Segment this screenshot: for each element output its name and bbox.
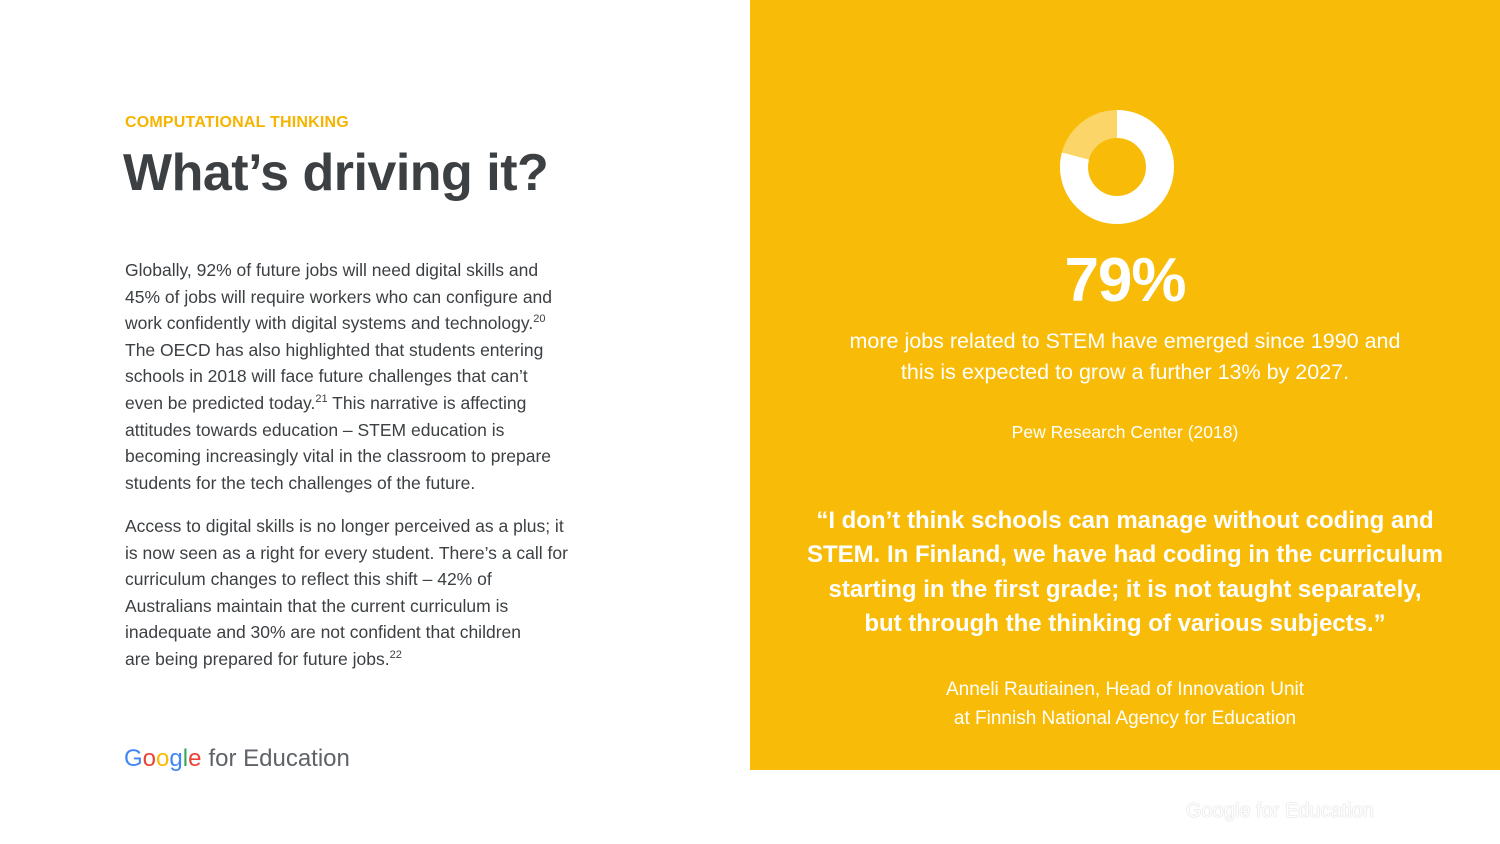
quote-line: starting in the first grade; it is not taught separately,	[828, 575, 1422, 603]
logo-letter: g	[169, 745, 183, 772]
paragraph-text: even be predicted today.	[125, 392, 316, 413]
logo-letter: e	[188, 745, 202, 772]
paragraph-line	[125, 390, 605, 417]
section-eyebrow: COMPUTATIONAL THINKING	[125, 114, 349, 131]
quote-line: “I don’t think schools can manage without coding and	[816, 507, 1434, 534]
logo-letter: G	[124, 745, 143, 772]
stat-value: 79%	[1064, 246, 1186, 315]
brand-suffix: for Education	[208, 745, 350, 772]
paragraph-line: Australians maintain that the current curriculum is	[125, 595, 509, 616]
paragraph-line: curriculum changes to reflect this shift – 42% of	[125, 569, 492, 590]
google-for-education-logo	[124, 745, 350, 773]
attribution-line: Anneli Rautiainen, Head of Innovation Unit	[945, 679, 1305, 700]
paragraph-line: becoming increasingly vital in the classroom to prepare	[125, 446, 552, 467]
google-logo	[124, 745, 201, 773]
pull-quote	[750, 504, 1500, 641]
quote-line: but through the thinking of various subjects.”	[864, 609, 1386, 637]
attribution-line: at Finnish National Agency for Education	[953, 708, 1297, 729]
logo-letter: o	[142, 745, 157, 772]
stat-source: Pew Research Center (2018)	[1011, 422, 1239, 442]
stat-description-line: more jobs related to STEM have emerged since 1990 and	[849, 329, 1401, 353]
donut-chart	[1060, 110, 1174, 224]
stat-panel	[750, 0, 1500, 770]
body-paragraph-2	[125, 513, 605, 673]
logo-letter: o	[156, 745, 170, 772]
paragraph-line: Access to digital skills is no longer perceived as a plus; it	[125, 516, 564, 536]
stat-description-line: this is expected to grow a further 13% by 2027.	[900, 360, 1350, 384]
paragraph-text: work confidently with digital systems and technology.	[125, 313, 534, 334]
paragraph-line: 45% of jobs will require workers who can configure and	[125, 286, 553, 307]
footnote-ref-20[interactable]: 20	[533, 313, 546, 326]
quote-attribution	[750, 675, 1500, 733]
paragraph-line: attitudes towards education – STEM education is	[125, 419, 505, 440]
paragraph-line	[125, 646, 605, 673]
paragraph-text: This narrative is affecting	[327, 392, 527, 413]
footnote-ref-21[interactable]: 21	[315, 393, 328, 406]
paragraph-line: inadequate and 30% are not confident that children	[125, 622, 521, 643]
page-title: What’s driving it?	[123, 144, 549, 202]
stat-description	[750, 326, 1500, 388]
paragraph-line: The OECD has also highlighted that students entering	[125, 339, 544, 360]
quote-line: STEM. In Finland, we have had coding in the curriculum	[806, 541, 1444, 569]
paragraph-line: Globally, 92% of future jobs will need digital skills and	[125, 260, 539, 280]
body-paragraph-1	[125, 257, 605, 496]
logo-letter: l	[182, 745, 189, 772]
footnote-ref-22[interactable]: 22	[389, 649, 402, 662]
watermark-logo: Google for Education	[1186, 800, 1374, 822]
paragraph-line	[125, 310, 605, 337]
paragraph-text: are being prepared for future jobs.	[125, 648, 390, 669]
paragraph-line: students for the tech challenges of the future.	[125, 472, 476, 493]
paragraph-line: is now seen as a right for every student. There’s a call for	[125, 542, 568, 563]
paragraph-line: schools in 2018 will face future challenges that can’t	[125, 366, 528, 387]
